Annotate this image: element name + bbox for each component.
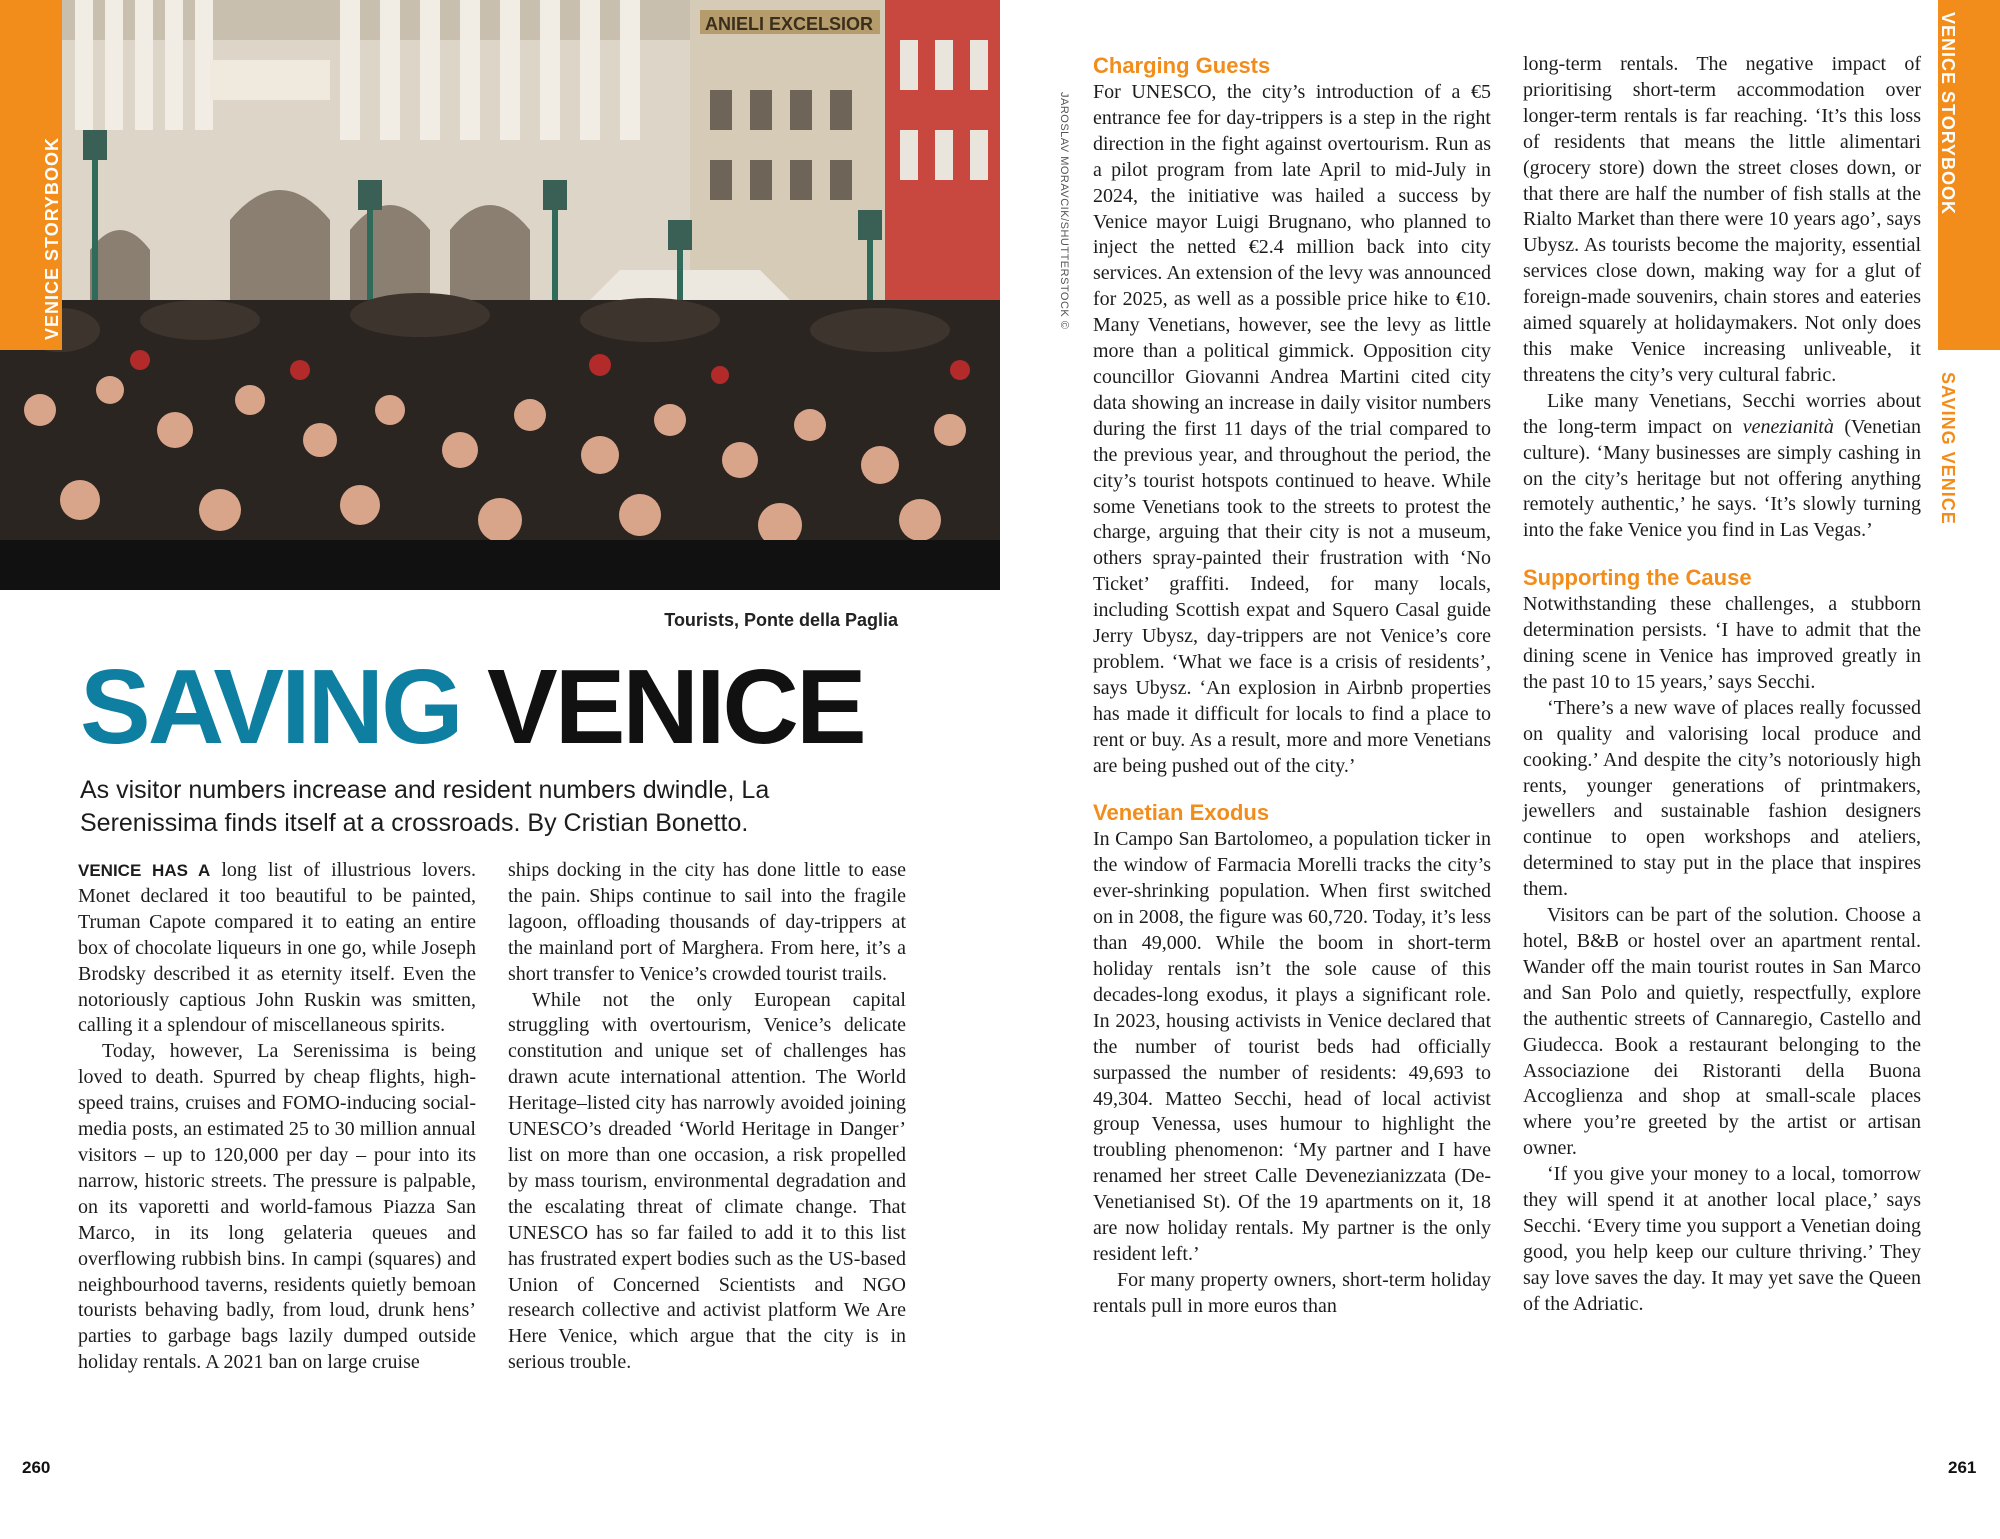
page-number-left: 260 (22, 1458, 51, 1477)
subheading-supporting-the-cause: Supporting the Cause (1523, 565, 1752, 591)
storybook-tab-right (1938, 0, 2000, 350)
subheading-charging-guests: Charging Guests (1093, 53, 1271, 78)
lead-in: VENICE HAS A (78, 861, 211, 880)
paragraph-text: (Venetian culture). ‘Many businesses are simply cashing in on the city’s heritage but not offering anything remotely authentic,’ he says. ‘It’s slowly turning into the fake Venice you find in Las Vegas.’ (1523, 415, 1921, 542)
section-label: SAVING VENICE (1938, 372, 1958, 525)
paragraph: For many property owners, short-term holiday rentals pull in more euros than (1093, 1268, 1491, 1317)
crowd-photo (0, 0, 1000, 590)
photo-caption: Tourists, Ponte della Paglia (664, 610, 898, 630)
text-column-4 (1523, 52, 1921, 1318)
subheading-venetian-exodus: Venetian Exodus (1093, 800, 1270, 826)
paragraph: Visitors can be part of the solution. Choose a hotel, B&B or hostel over an apartment rental. Wander off the main tourist routes in San Marco and San Polo and quietly, respectfully, explore the authentic streets of Cannaregio, Castello and Giudecca. Book a restaurant belonging to the Associazione dei Ristoranti della Buona Accoglienza and shop at small-scale places where you’re greeted by the artist or artisan owner. (1523, 904, 1921, 1160)
paragraph-text: long list of illustrious lovers. Monet declared it too beautiful to be painted, Truman Capote compared it to eating an entire box of chocolate liqueurs in one go, while Joseph Brodsky described it as eternity itself. Even the notoriously captious John Ruskin was smitten, calling it a splendour of miscellaneous spirits. (78, 859, 477, 1037)
hotel-sign: ANIELI EXCELSIOR (705, 14, 874, 34)
paragraph: ‘If you give your money to a local, tomorrow they will spend it at another local place,’ says Secchi. ‘Every time you support a Venetian doing good, you help keep our culture thriving.’ They say love saves the day. It may yet save the Queen of the Adriatic. (1523, 1163, 1921, 1315)
paragraph: ships docking in the city has done little to ease the pain. Ships continue to sail into the fragile lagoon, offloading thousands of day-trippers at the mainland port of Marghera. From here, it’s a short transfer to Venice’s crowded tourist trails. (508, 859, 906, 985)
paragraph: Notwithstanding these challenges, a stubborn determination persists. ‘I have to admit that the dining scene in Venice has improved greatly in the past 10 to 15 years,’ says Secchi. (1523, 593, 1921, 693)
storybook-tab-left (0, 0, 62, 350)
storybook-tab-label: VENICE STORYBOOK (1938, 12, 1958, 216)
title-word-saving: SAVING (80, 648, 461, 766)
crowd-photo-illustration (0, 0, 1000, 590)
text-column-2 (508, 858, 906, 1376)
emphasis-venezianita: venezianità (1742, 415, 1834, 438)
paragraph: ‘There’s a new wave of places really focussed on quality and valorising local produce and cooking.’ And despite the city’s notoriously high rents, younger generations of printmakers, jewellers and sustainable fashion designers continue to open workshops and ateliers, determined to stay put in the place that inspires them. (1523, 696, 1921, 901)
text-column-1 (78, 858, 476, 1376)
article-title (80, 648, 864, 766)
storybook-tab-label: VENICE STORYBOOK (42, 136, 62, 340)
paragraph: long-term rentals. The negative impact of prioritising short-term accommodation over longer-term rentals is far reaching. ‘It’s this loss of residents that means the little alimentari (grocery store) down the street closes down, or that there are half the number of fish stalls at the Rialto Market than there were 10 years ago’, says Ubysz. As tourists become the majority, essential services close down, making way for a glut of foreign-made souvenirs, chain stores and eateries aimed squarely at holidaymakers. Not only does this make Venice increasing unliveable, it threatens the city’s very cultural fabric. (1523, 53, 1921, 386)
paragraph: While not the only European capital struggling with overtourism, Venice’s delicate constitution and unique set of challenges has drawn acute international attention. The World Heritage–listed city has narrowly avoided joining UNESCO’s dreaded ‘World Heritage in Danger’ list on more than one occasion, a risk propelled by mass tourism, environmental degradation and the escalating threat of climate change. That UNESCO has so far failed to add it to this list has frustrated expert bodies such as the US-based Union of Concerned Scientists and NGO research collective and activist platform We Are Here Venice, which argue that the city is in serious trouble. (508, 988, 906, 1374)
paragraph: Today, however, La Serenissima is being loved to death. Spurred by cheap flights, high-speed trains, cruises and FOMO-inducing social-media posts, an estimated 25 to 30 million annual visitors – up to 120,000 per day – pour into its narrow, historic streets. The pressure is palpable, on its vaporetti and world-famous Piazza San Marco, in its long gelateria queues and overflowing rubbish bins. In campi (squares) and neighbourhood taverns, residents quietly bemoan tourists behaving badly, from loud, drunk hens’ parties to garbage bags lazily dumped outside holiday rentals. A 2021 ban on large cruise (78, 1040, 476, 1374)
paragraph (1523, 389, 1921, 544)
standfirst: As visitor numbers increase and resident numbers dwindle, La Serenissima finds itself at a crossroads. By Cristian Bonetto. (80, 776, 770, 837)
paragraph: In Campo San Bartolomeo, a population ticker in the window of Farmacia Morelli tracks the city’s ever-shrinking population. When first switched on in 2008, the figure was 60,720. Today, it’s less than 49,000. While the boom in short-term holiday rentals isn’t the sole cause of this decades-long exodus, it plays a significant role. In 2023, housing activists in Venice declared that the number of tourist beds had officially surpassed the number of residents: 49,693 to 49,304. Matteo Secchi, head of local activist group Venessa, uses humour to highlight the troubling phenomenon: ‘My partner and I have renamed her street Calle Devenezianizzata (De-Venetianised St). Of the 19 apartments on it, 18 are now holiday rentals. My partner is the only resident left.’ (1093, 828, 1491, 1265)
paragraph (78, 858, 476, 1039)
paragraph-text: Like many Venetians, Secchi worries about the long-term impact on (1523, 389, 1921, 438)
photo-credit: JAROSLAV MORAVCIK/SHUTTERSTOCK © (1058, 92, 1070, 330)
page-number-right: 261 (1948, 1458, 1977, 1477)
paragraph: For UNESCO, the city’s introduction of a €5 entrance fee for day-trippers is a step in the right direction in the fight against overtourism. Run as a pilot program from late April to mid-July in 2024, the initiative was hailed a success by Venice mayor Luigi Brugnano, who planned to inject the netted €2.4 million back into city services. An extension of the levy was announced for 2025, as well as a possible price hike to €10. Many Venetians, however, see the levy as little more than a political gimmick. Opposition city councillor Giovanni Andrea Martini cited city data showing an increase in daily visitor numbers during the first 11 days of the trial compared to the previous year, and throughout the period, the city’s tourist hotspots continued to heave. While some Venetians took to the streets to protest the charge, arguing that their city is not a museum, others spray-painted their frustration with ‘No Ticket’ graffiti. Indeed, for many locals, including Scottish expat and Squero Casal guide Jerry Ubysz, day-trippers are not Venice’s core problem. ‘What we face is a crisis of residents’, says Ubysz. ‘An explosion in Airbnb properties has made it difficult for locals to find a place to rent or buy. As a result, more and more Venetians are being pushed out of the city.’ (1093, 81, 1491, 777)
title-word-venice: VENICE (487, 648, 864, 766)
text-column-3 (1093, 52, 1491, 1320)
